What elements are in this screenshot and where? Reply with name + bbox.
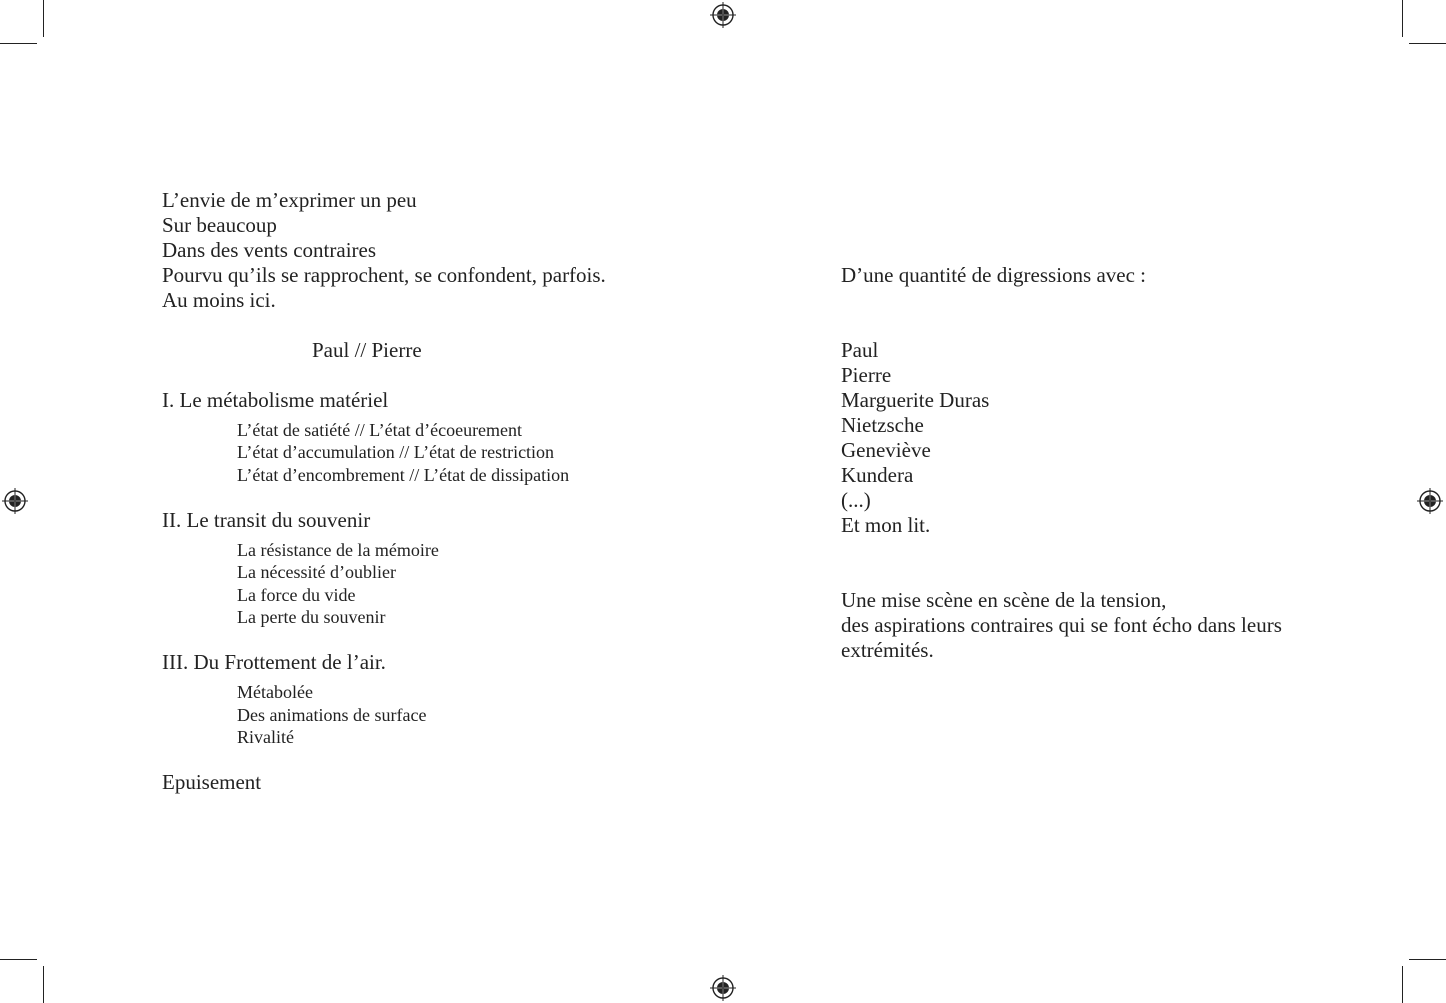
crop-mark-bottom-right-v <box>1402 966 1403 1003</box>
intro-line: Sur beaucoup <box>162 213 277 237</box>
registration-target-icon <box>1417 488 1443 514</box>
closing-line: Une mise scène en scène de la tension, <box>841 588 1167 612</box>
crop-mark-bottom-left-v <box>43 966 44 1003</box>
registration-target-icon <box>710 2 736 28</box>
name-item: (...) <box>841 488 871 512</box>
section-item: La force du vide <box>237 585 356 605</box>
intro-line: L’envie de m’exprimer un peu <box>162 188 417 212</box>
intro-line: Dans des vents contraires <box>162 238 377 262</box>
name-item: Marguerite Duras <box>841 388 990 412</box>
crop-mark-top-right-h <box>1409 43 1446 44</box>
section-item: Métabolée <box>237 682 313 702</box>
name-item: Paul <box>841 338 879 362</box>
intro-line: Au moins ici. <box>162 288 276 312</box>
name-item: Kundera <box>841 463 914 487</box>
section-title: I. Le métabolisme matériel <box>162 388 389 412</box>
crop-mark-bottom-right-h <box>1409 959 1446 960</box>
name-item: Et mon lit. <box>841 513 931 537</box>
lead-line: D’une quantité de digressions avec : <box>841 263 1146 287</box>
crop-mark-top-left-v <box>43 0 44 37</box>
section-title: II. Le transit du souvenir <box>162 508 371 532</box>
section-item: L’état d’encombrement // L’état de dissipation <box>237 465 570 485</box>
crop-mark-top-right-v <box>1402 0 1403 37</box>
name-item: Pierre <box>841 363 892 387</box>
section-item: La nécessité d’oublier <box>237 562 396 582</box>
crop-mark-top-left-h <box>0 43 37 44</box>
subtitle: Paul // Pierre <box>312 338 422 362</box>
section-item: L’état d’accumulation // L’état de restriction <box>237 442 555 462</box>
registration-target-icon <box>2 488 28 514</box>
closing-line: des aspirations contraires qui se font écho dans leurs <box>841 613 1282 637</box>
section-item: Rivalité <box>237 727 294 747</box>
section-item: L’état de satiété // L’état d’écoeurement <box>237 420 523 440</box>
name-item: Geneviève <box>841 438 931 462</box>
intro-line: Pourvu qu’ils se rapprochent, se confondent, parfois. <box>162 263 606 287</box>
section-title: III. Du Frottement de l’air. <box>162 650 386 674</box>
section-item: La perte du souvenir <box>237 607 386 627</box>
closing-line: extrémités. <box>841 638 934 662</box>
section-item: Des animations de surface <box>237 705 427 725</box>
section-item: La résistance de la mémoire <box>237 540 439 560</box>
closing-word: Epuisement <box>162 770 262 794</box>
registration-target-icon <box>710 975 736 1001</box>
name-item: Nietzsche <box>841 413 924 437</box>
crop-mark-bottom-left-h <box>0 959 37 960</box>
